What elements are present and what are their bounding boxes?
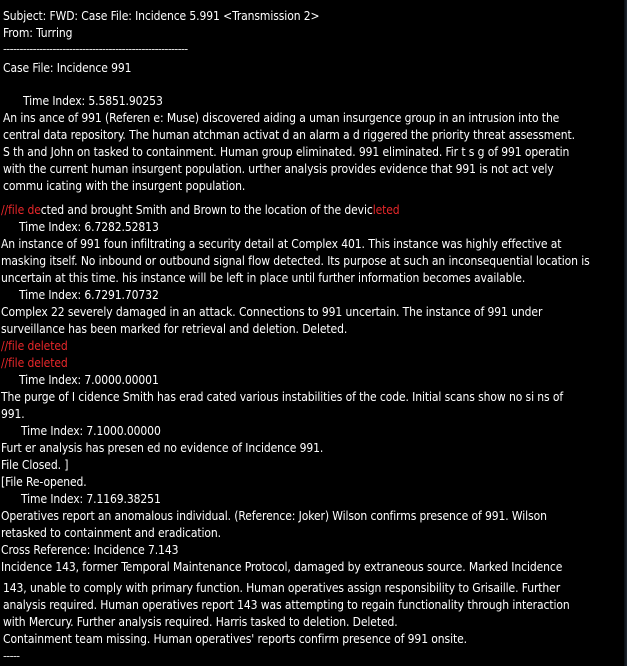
- file-reopened-line: [File Re-opened.: [1, 475, 87, 489]
- time-index-1: Time Index: 5.5851.90253: [23, 94, 163, 108]
- entry-6-line-1: Operatives report an anomalous individual. (Reference: Joker) Wilson confirms presence of 991. Wilson: [1, 509, 547, 523]
- redacted-middle: cted and brought Smith and Brown to the location of the devic: [40, 203, 373, 217]
- redacted-prefix: //file de: [1, 203, 41, 217]
- time-index-3: Time Index: 6.7291.70732: [19, 288, 159, 302]
- time-index-4: Time Index: 7.0000.00001: [19, 373, 159, 387]
- entry-6-line-2: retasked to containment and eradication.: [1, 526, 221, 540]
- case-title: Case File: Incidence 991: [3, 61, 132, 75]
- file-deleted-1: //file deleted: [1, 339, 68, 353]
- time-index-6: Time Index: 7.1169.38251: [21, 492, 161, 506]
- entry-2-line-1: An instance of 991 foun infiltrating a security detail at Complex 401. This instance was highly effective at: [1, 237, 562, 251]
- entry-5-line-1: Furt er analysis has presen ed no evidence of Incidence 991.: [1, 441, 324, 455]
- end-divider: -----: [3, 649, 20, 663]
- entry-4-line-2: 991.: [1, 407, 25, 421]
- time-index-5: Time Index: 7.1000.00000: [21, 424, 161, 438]
- entry-2-line-3: uncertain at this time. his instance will be left in place until further information becomes available.: [1, 271, 526, 285]
- entry-1-line-1: An ins ance of 991 (Referen e: Muse) discovered aiding a uman insurgence group in an intrusion into the: [3, 111, 560, 125]
- entry-7-line-5: Containment team missing. Human operatives' reports confirm presence of 991 onsite.: [3, 632, 467, 646]
- redacted-line: [1, 202, 400, 219]
- subject-line: Subject: FWD: Case File: Incidence 5.991 <Transmission 2>: [3, 9, 320, 23]
- entry-4-line-1: The purge of I cidence Smith has erad cated various instabilities of the code. Initial scans show no si ns of: [1, 390, 564, 404]
- entry-7-line-1: Incidence 143, former Temporal Maintenance Protocol, damaged by extraneous source. Marked Incidence: [1, 560, 563, 574]
- file-closed-line: File Closed. ]: [1, 458, 69, 472]
- file-deleted-2: //file deleted: [1, 356, 68, 370]
- header-divider: --------------------------------------------------------: [3, 42, 188, 56]
- time-index-2: Time Index: 6.7282.52813: [19, 220, 159, 234]
- redacted-suffix: leted: [372, 203, 400, 217]
- entry-1-line-4: with the current human insurgent population. urther analysis provides evidence that 991 is not act vely: [3, 162, 554, 176]
- entry-1-line-3: S th and John on tasked to containment. Human group eliminated. 991 eliminated. Fir t s g of 991 operatin: [3, 145, 570, 159]
- entry-7-line-2: 143, unable to comply with primary function. Human operatives assign responsibility to Grisaille. Further: [3, 581, 561, 595]
- entry-2-line-2: masking itself. No inbound or outbound signal flow detected. Its purpose at such an inconsequential location is: [1, 254, 590, 268]
- entry-3-line-1: Complex 22 severely damaged in an attack. Connections to 991 uncertain. The instance of 991 under: [1, 305, 543, 319]
- entry-1-line-5: commu icating with the insurgent population.: [3, 179, 246, 193]
- from-line: From: Turring: [3, 26, 73, 40]
- cross-reference-line: Cross Reference: Incidence 7.143: [1, 543, 179, 557]
- entry-1-line-2: central data repository. The human atchman activat d an alarm a d riggered the priority threat assessment.: [3, 128, 575, 142]
- entry-3-line-2: surveillance has been marked for retrieval and deletion. Deleted.: [1, 322, 348, 336]
- entry-7-line-3: analysis required. Human operatives report 143 was attempting to regain functionality through interaction: [3, 598, 570, 612]
- entry-7-line-4: with Mercury. Further analysis required. Harris tasked to deletion. Deleted.: [3, 615, 398, 629]
